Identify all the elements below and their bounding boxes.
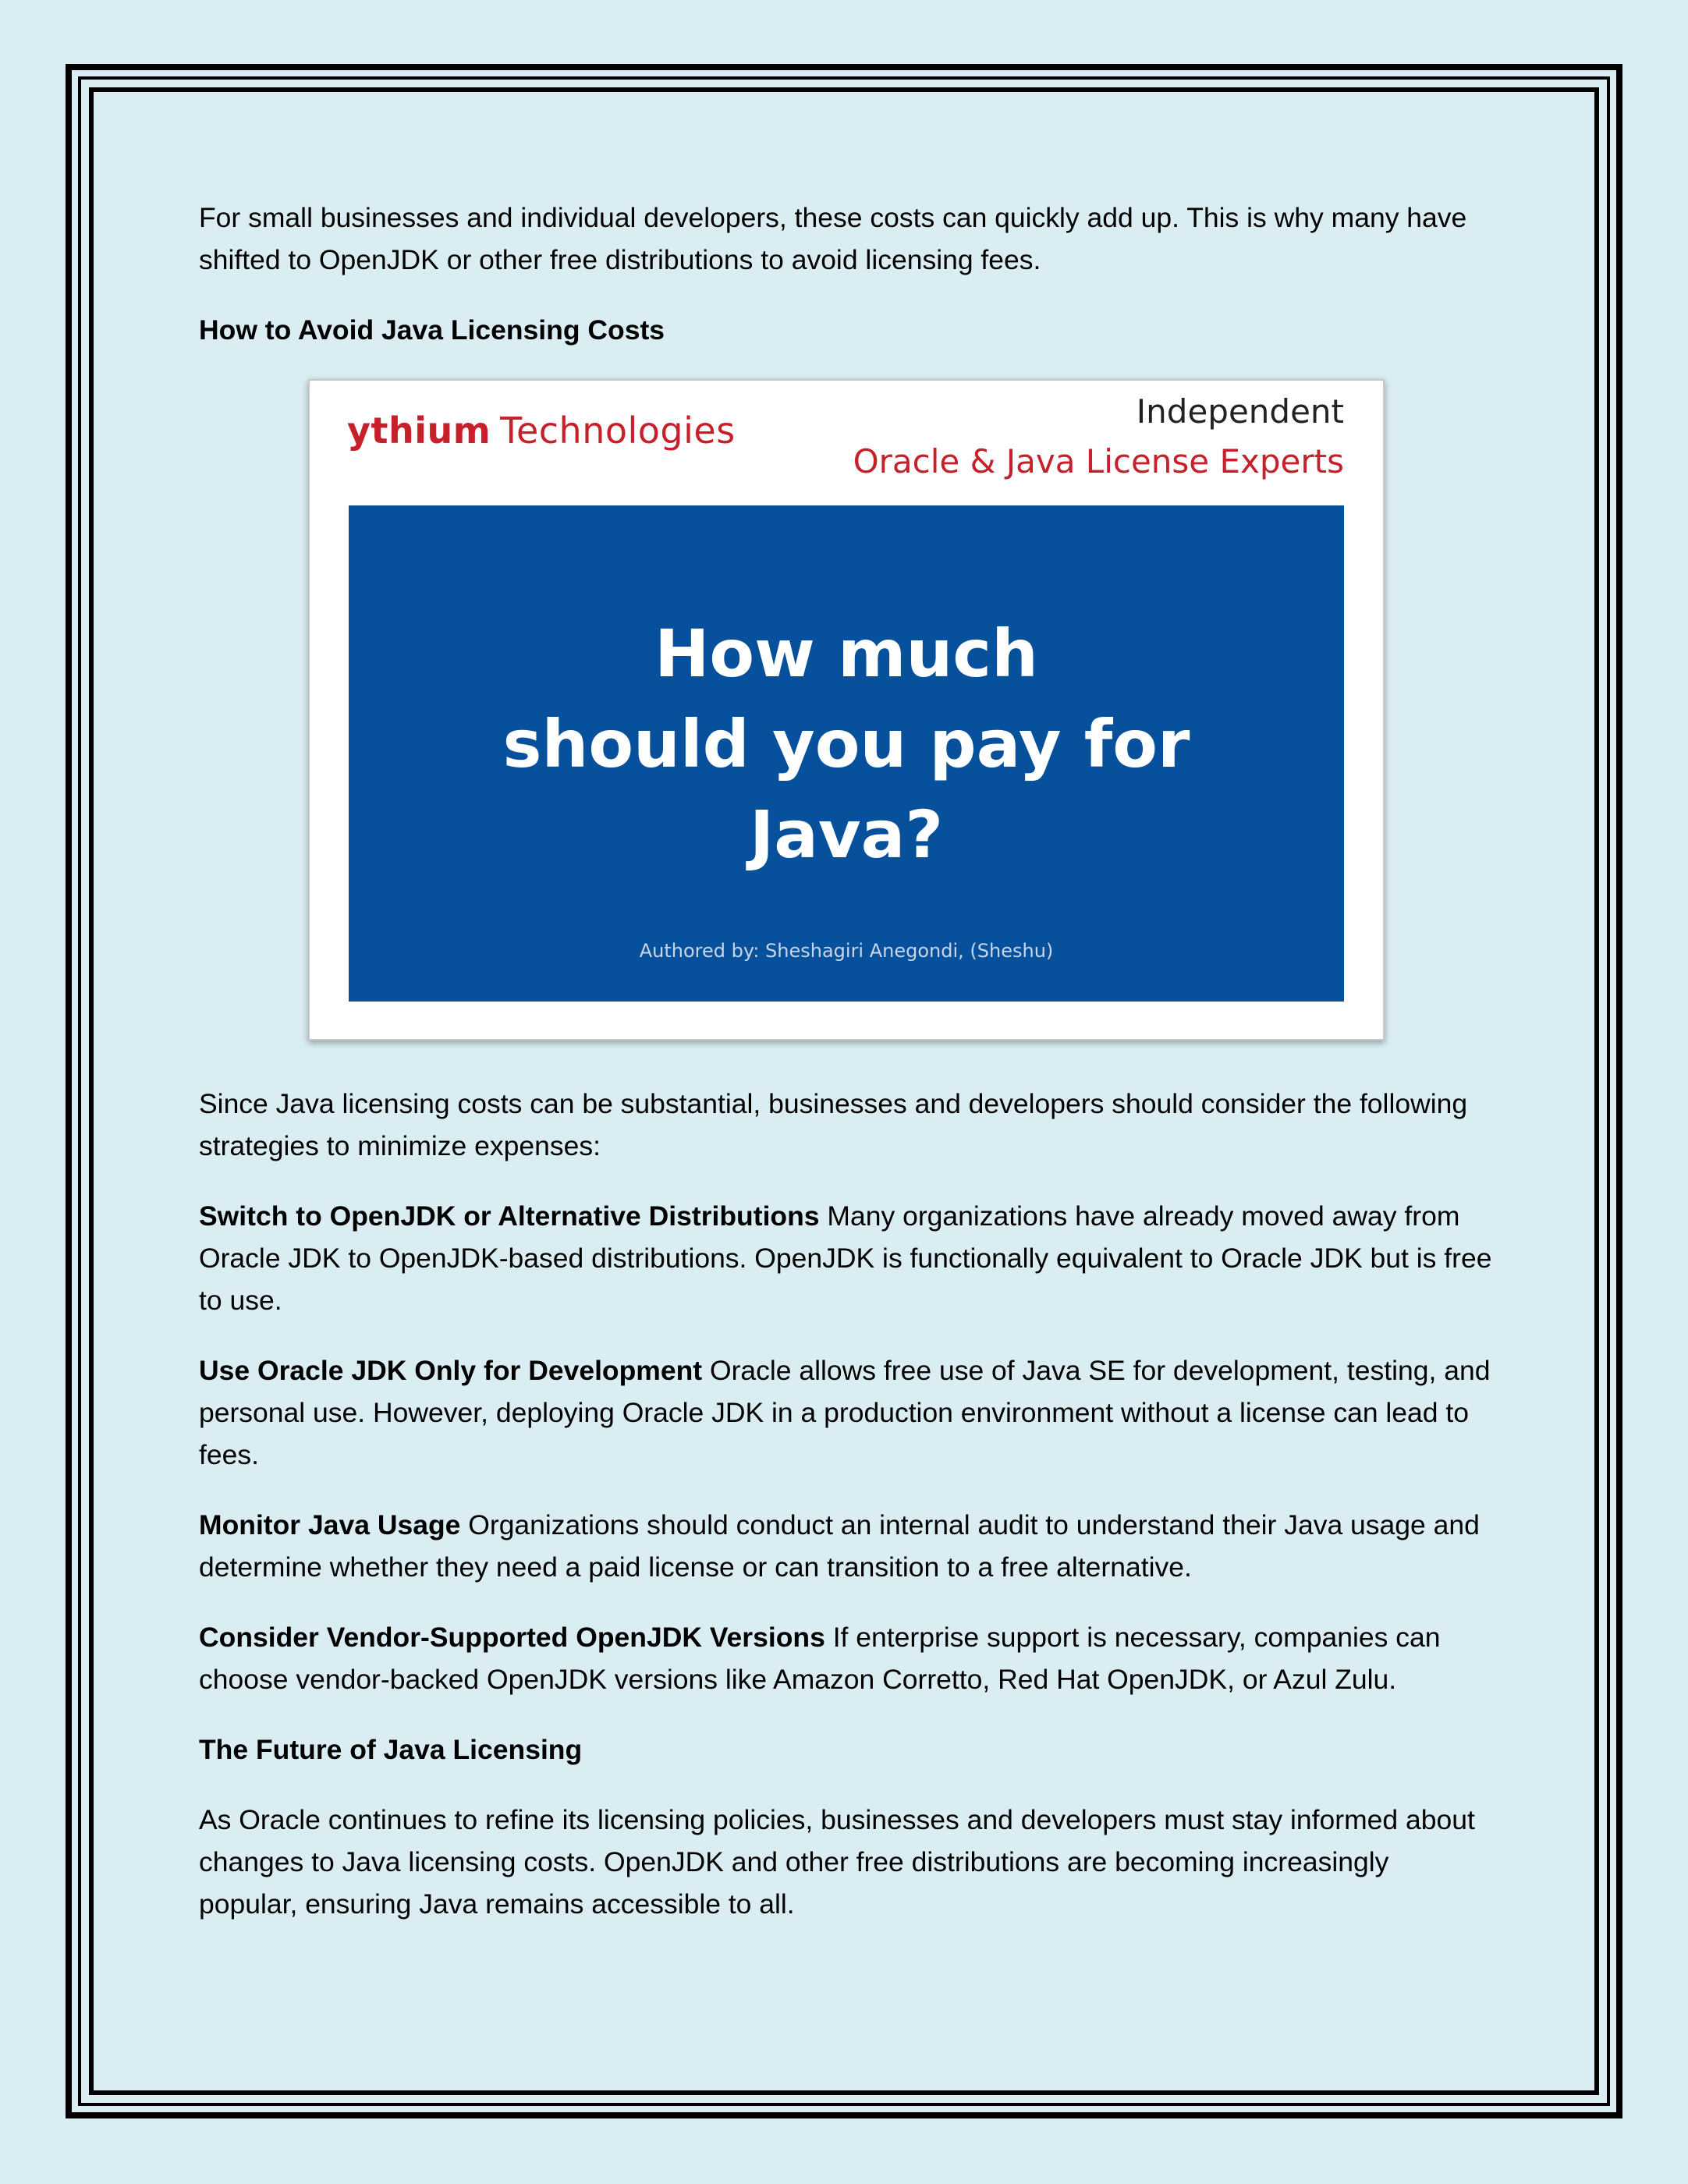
strategies-intro: Since Java licensing costs can be substantial, businesses and developers should consider the following strategies to minimize expenses: [199, 1088, 1468, 1161]
strategy-item [199, 1349, 1494, 1476]
strategy-text: Oracle allows free use of Java SE for development, testing, and personal use. However, deploying Oracle JDK in a production environment without a license can lead to fees. [199, 1355, 1491, 1470]
image-banner [349, 505, 1344, 1002]
brand-logo-bold: ythium [347, 410, 491, 452]
brand-logo [347, 409, 736, 452]
strategy-item [199, 1195, 1494, 1321]
strategy-text: Many organizations have already moved away from Oracle JDK to OpenJDK-based distributions. OpenJDK is functionally equivalent to Oracle JDK but is free to use. [199, 1200, 1492, 1316]
section-heading-avoid-costs: How to Avoid Java Licensing Costs [199, 314, 665, 346]
strategy-lead: Monitor Java Usage [199, 1509, 461, 1540]
intro-paragraph: For small businesses and individual developers, these costs can quickly add up. This is why many have shifted to OpenJDK or other free distributions to avoid licensing fees. [199, 202, 1467, 275]
section-heading-future: The Future of Java Licensing [199, 1734, 583, 1765]
document-body [199, 197, 1494, 1953]
article-image [308, 379, 1385, 1041]
strategy-lead: Consider Vendor-Supported OpenJDK Versions [199, 1622, 825, 1653]
brand-logo-light: Technologies [500, 410, 736, 452]
image-banner-author: Authored by: Sheshagiri Anegondi, (Sheshu) [639, 940, 1054, 962]
strategy-item [199, 1616, 1494, 1700]
image-banner-title: How much should you pay for Java? [502, 615, 1190, 873]
strategy-lead: Switch to OpenJDK or Alternative Distributions [199, 1200, 820, 1232]
strategy-lead: Use Oracle JDK Only for Development [199, 1355, 703, 1386]
future-paragraph: As Oracle continues to refine its licensing policies, businesses and developers must stay informed about changes to Java licensing costs. OpenJDK and other free distributions are becoming increasingly popular, ensuring Java remains accessible to all. [199, 1804, 1475, 1920]
strategy-item [199, 1504, 1494, 1588]
tagline-independent: Independent [1136, 392, 1344, 431]
strategy-text: If enterprise support is necessary, companies can choose vendor-backed OpenJDK versions like Amazon Corretto, Red Hat OpenJDK, or Azul Zulu. [199, 1622, 1441, 1695]
tagline-experts: Oracle & Java License Experts [853, 442, 1344, 480]
strategy-text: Organizations should conduct an internal audit to understand their Java usage and determine whether they need a paid license or can transition to a free alternative. [199, 1509, 1480, 1583]
